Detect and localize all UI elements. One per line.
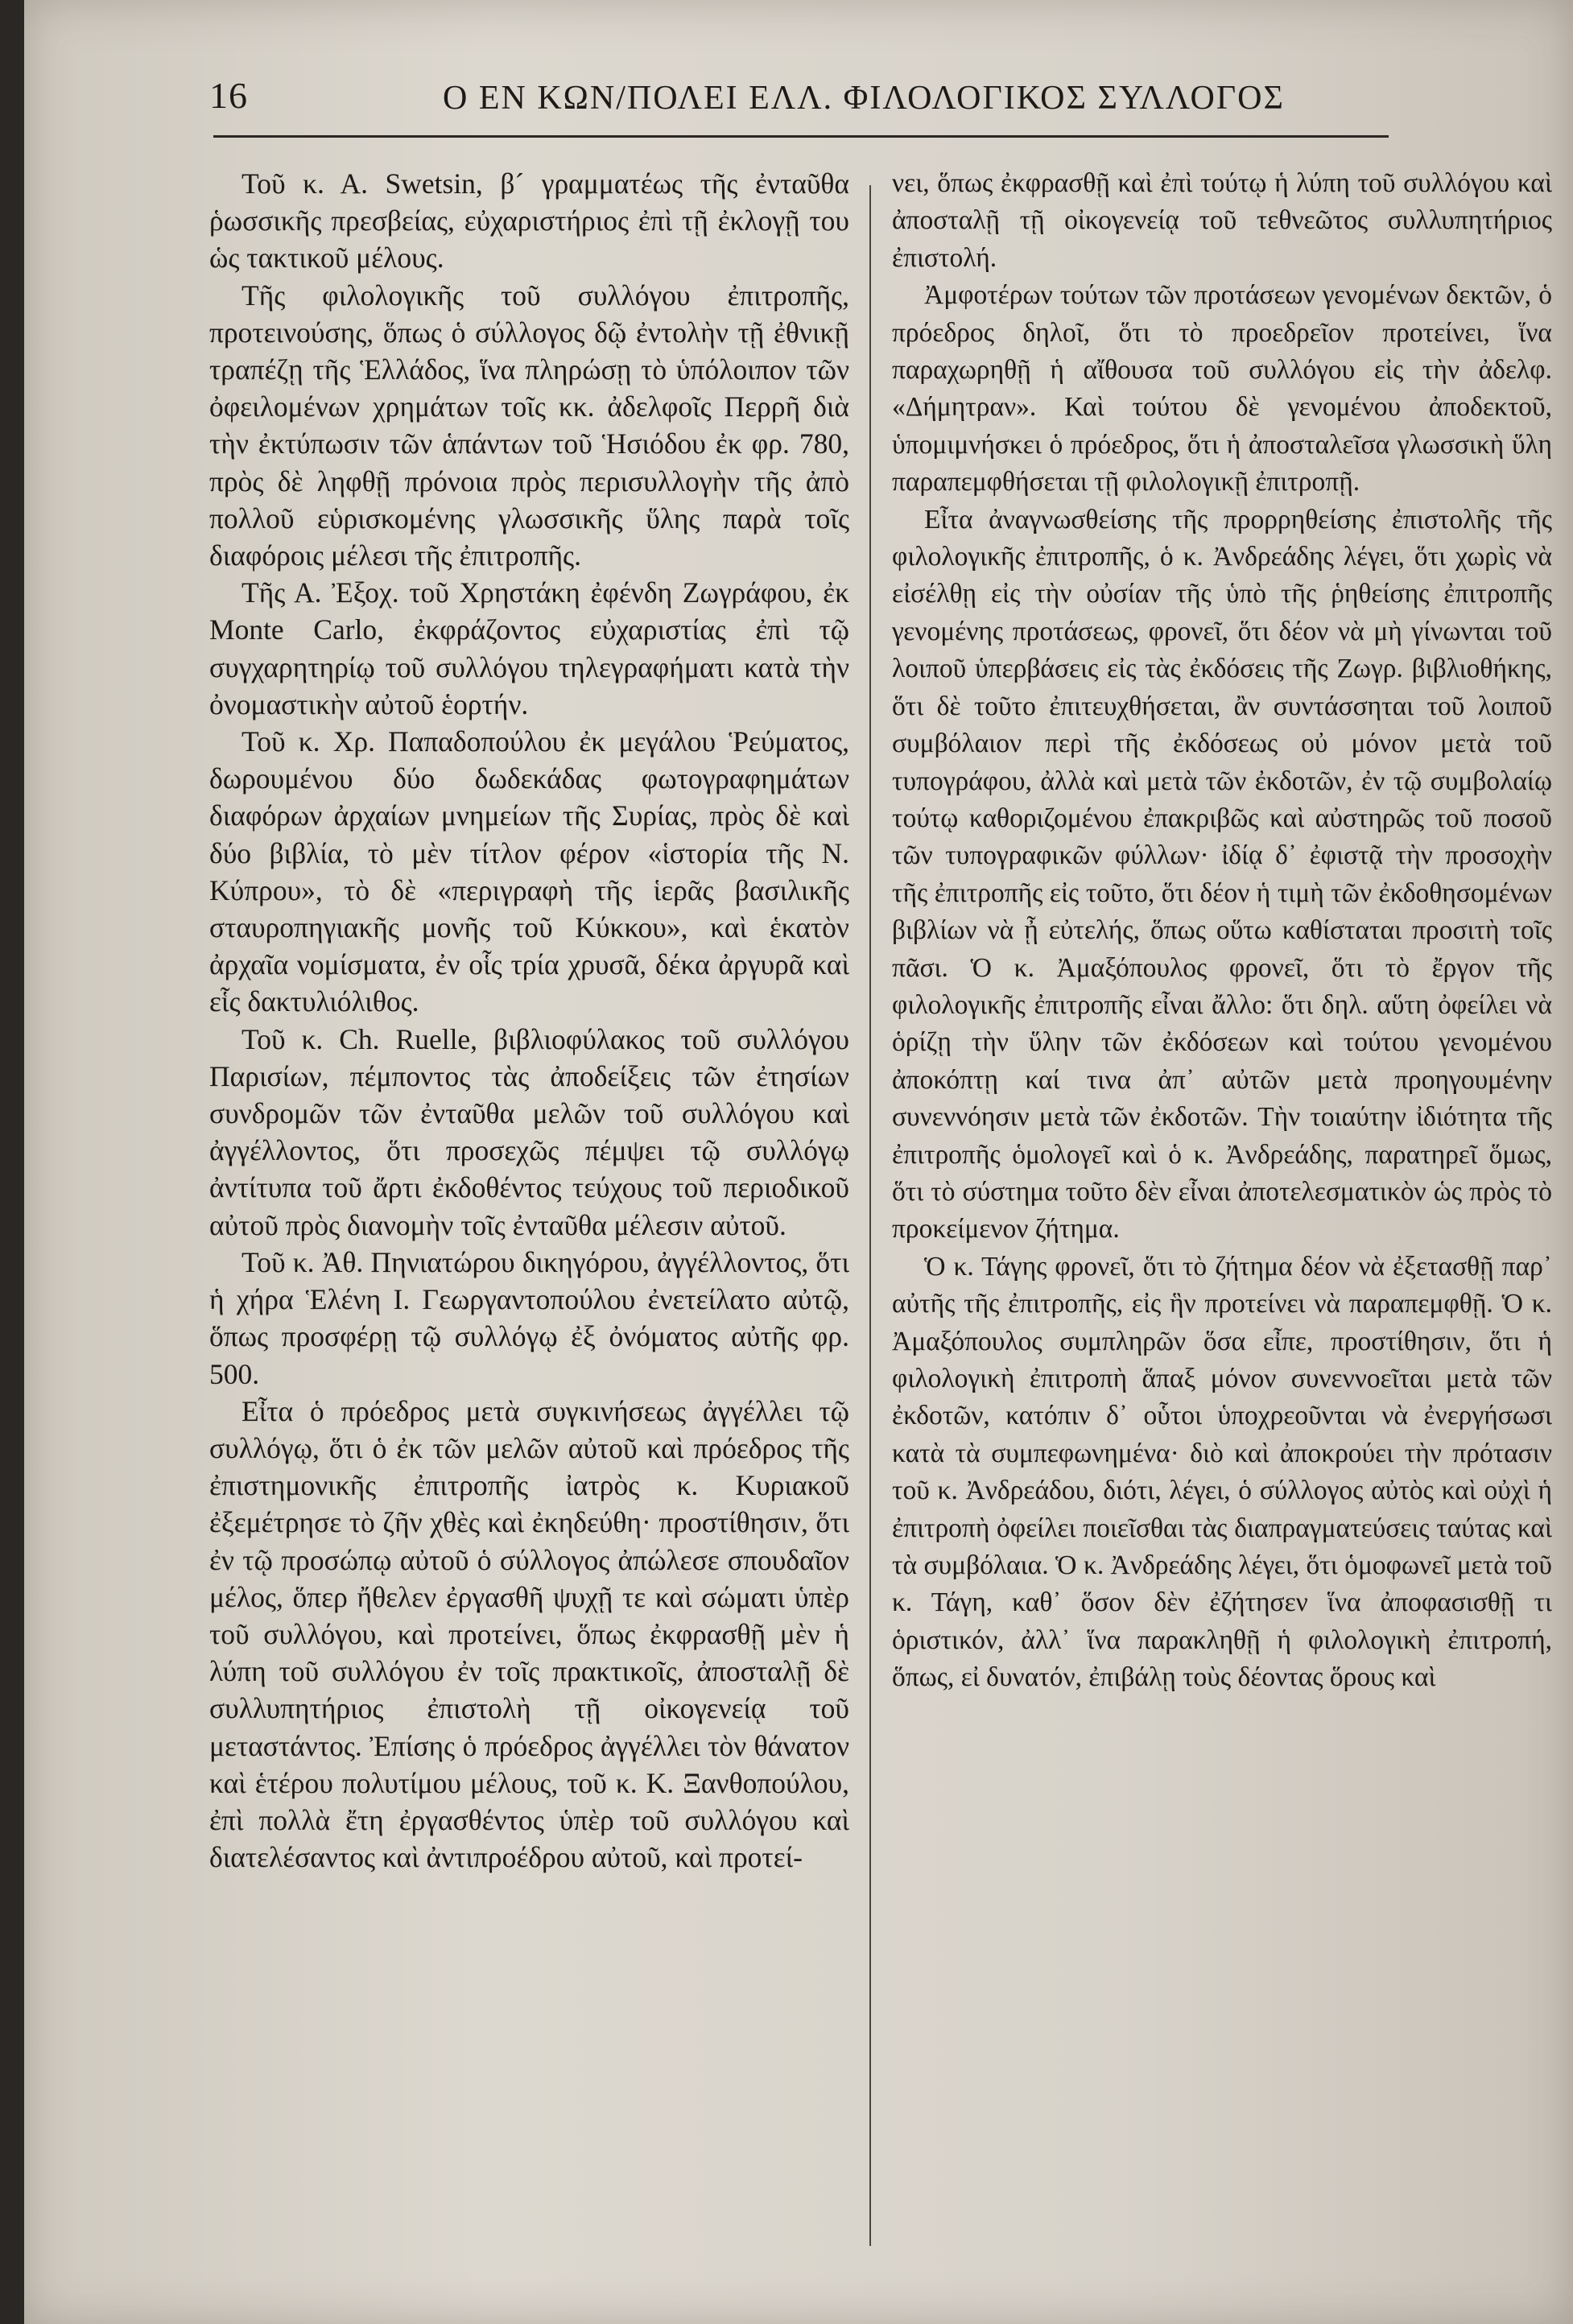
left-column (209, 165, 849, 1876)
header-rule (213, 135, 1389, 138)
paragraph: Τοῦ κ. Ch. Ruelle, βιβλιοφύλακος τοῦ συλλόγου Παρισίων, πέμποντος τὰς ἀποδείξεις τῶν ἐτησίων συνδρομῶν τῶν ἐνταῦθα μελῶν τοῦ συλλόγου καὶ ἀγγέλλοντος, ὅτι προσεχῶς πέμψει τῷ συλλόγῳ ἀντίτυπα τοῦ ἄρτι ἐκδοθέντος τεύχους τοῦ περιοδικοῦ αὐτοῦ πρὸς διανομὴν τοῖς ἐνταῦθα μέλεσιν αὐτοῦ. (209, 1022, 849, 1241)
right-column (892, 165, 1552, 1697)
column-divider (869, 185, 871, 2246)
running-title: Ο ΕΝ ΚΩΝ/ΠΟΛΕΙ ΕΛΛ. ΦΙΛΟΛΟΓΙΚΟΣ ΣΥΛΛΟΓΟΣ (443, 80, 1285, 117)
paragraph: Τοῦ κ. Α. Swetsin, β´ γραμματέως τῆς ἐνταῦθα ῥωσσικῆς πρεσβείας, εὐχαριστήριος ἐπὶ τῇ ἐκλογῇ του ὡς τακτικοῦ μέλους. (209, 167, 849, 275)
paragraph: Τῆς Α. Ἐξοχ. τοῦ Χρηστάκη ἐφένδη Ζωγράφου, ἐκ Monte Carlo, ἐκφράζοντος εὐχαριστίας ἐπὶ τῷ συγχαρητηρίῳ τοῦ συλλόγου τηλεγραφήματι κατὰ τὴν ὀνομαστικὴν αὐτοῦ ἑορτήν. (209, 576, 849, 720)
page-header (209, 74, 1385, 138)
paragraph: νει, ὅπως ἐκφρασθῇ καὶ ἐπὶ τούτῳ ἡ λύπη τοῦ συλλόγου καὶ ἀποσταλῇ τῇ οἰκογενείᾳ τοῦ τεθνεῶτος συλλυπητήριος ἐπιστολή. (892, 168, 1552, 273)
paragraph: Τοῦ κ. Ἀθ. Πηνιατώρου δικηγόρου, ἀγγέλλοντος, ὅτι ἡ χήρα Ἑλένη Ι. Γεωργαντοπούλου ἐνετείλατο αὐτῷ, ὅπως προσφέρῃ τῷ συλλόγῳ ἐξ ὀνόματος αὐτῆς φρ. 500. (209, 1245, 849, 1390)
book-page (24, 0, 1573, 2324)
page-number: 16 (209, 75, 248, 116)
paragraph: Τοῦ κ. Χρ. Παπαδοπούλου ἐκ μεγάλου Ῥεύματος, δωρουμένου δύο δωδεκάδας φωτογραφημάτων διαφόρων ἀρχαίων μνημείων τῆς Συρίας, πρὸς δὲ καὶ δύο βιβλία, τὸ μὲν τίτλον φέρον «ἱστορία τῆς Ν. Κύπρου», τὸ δὲ «περιγραφὴ τῆς ἱερᾶς βασιλικῆς σταυροπηγιακῆς μονῆς τοῦ Κύκκου», καὶ ἑκατὸν ἀρχαῖα νομίσματα, ἐν οἷς τρία χρυσᾶ, δέκα ἀργυρᾶ καὶ εἷς δακτυλιόλιθος. (209, 725, 849, 1018)
paragraph: Εἶτα ἀναγνωσθείσης τῆς προρρηθείσης ἐπιστολῆς τῆς φιλολογικῆς ἐπιτροπῆς, ὁ κ. Ἀνδρεάδης λέγει, ὅτι χωρὶς νὰ εἰσέλθῃ εἰς τὴν οὐσίαν τῆς ὑπὸ τῆς ῥηθείσης ἐπιτροπῆς γενομένης προτάσεως, φρονεῖ, ὅτι δέον νὰ μὴ γίνωνται τοῦ λοιποῦ ὑπερβάσεις εἰς τὰς ἐκδόσεις τῆς Ζωγρ. βιβλιοθήκης, ὅτι δὲ τοῦτο ἐπιτευχθήσεται, ἂν συντάσσηται τοῦ λοιποῦ συμβόλαιον περὶ τῆς ἐκδόσεως οὐ μόνον μετὰ τοῦ τυπογράφου, ἀλλὰ καὶ μετὰ τῶν ἐκδοτῶν, ἐν τῷ συμβολαίῳ τούτῳ καθοριζομένου ἐπακριβῶς καὶ αὐστηρῶς τοῦ ποσοῦ τῶν τυπογραφικῶν φύλλων· ἰδίᾳ δ᾽ ἐφιστᾷ τὴν προσοχὴν τῆς ἐπιτροπῆς εἰς τοῦτο, ὅτι δέον ἡ τιμὴ τῶν ἐκδοθησομένων βιβλίων νὰ ᾖ εὐτελής, ὅπως οὕτω καθίσταται προσιτὴ τοῖς πᾶσι. Ὁ κ. Ἀμαξόπουλος φρονεῖ, ὅτι τὸ ἔργον τῆς φιλολογικῆς ἐπιτροπῆς εἶναι ἄλλο: ὅτι δηλ. αὕτη ὀφείλει νὰ ὁρίζῃ τὴν ὕλην τῶν ἐκδόσεων καὶ τούτου γενομένου ἀποκόπτῃ καί τινα ἀπ᾽ αὐτῶν μετὰ προηγουμένην συνεννόησιν μετὰ τῶν ἐκδοτῶν. Τὴν τοιαύτην ἰδιότητα τῆς ἐπιτροπῆς ὁμολογεῖ καὶ ὁ κ. Ἀνδρεάδης, παρατηρεῖ ὅμως, ὅτι τὸ σύστημα τοῦτο δὲν εἶναι ἀποτελεσματικὸν ὡς πρὸς τὸ προκείμενον ζήτημα. (892, 504, 1552, 1245)
paragraph: Ὁ κ. Τάγης φρονεῖ, ὅτι τὸ ζήτημα δέον νὰ ἐξετασθῇ παρ᾽ αὐτῆς τῆς ἐπιτροπῆς, εἰς ἣν προτείνει νὰ παραπεμφθῇ. Ὁ κ. Ἀμαξόπουλος συμπληρῶν ὅσα εἶπε, προστίθησιν, ὅτι ἡ φιλολογικὴ ἐπιτροπὴ ἅπαξ μόνον συνεννοεῖται μετὰ τῶν ἐκδοτῶν, κατόπιν δ᾽ οὗτοι ὑποχρεοῦνται νὰ ἐνεργήσωσι κατὰ τὰ συμπεφωνημένα· διὸ καὶ ἀποκρούει τὴν πρότασιν τοῦ κ. Ἀνδρεάδου, διότι, λέγει, ὁ σύλλογος αὐτὸς καὶ οὐχὶ ἡ ἐπιτροπὴ ὀφείλει ποιεῖσθαι τὰς διαπραγματεύσεις ταύτας καὶ τὰ συμβόλαια. Ὁ κ. Ἀνδρεάδης λέγει, ὅτι ὁμοφωνεῖ μετὰ τοῦ κ. Τάγη, καθ᾽ ὅσον δὲν ἐζήτησεν ἵνα ἀποφασισθῇ τι ὁριστικόν, ἀλλ᾽ ἵνα παρακληθῇ ἡ φιλολογικὴ ἐπιτροπή, ὅπως, εἰ δυνατόν, ἐπιβάλῃ τοὺς δέοντας ὅρους καὶ (892, 1251, 1552, 1693)
paragraph: Τῆς φιλολογικῆς τοῦ συλλόγου ἐπιτροπῆς, προτεινούσης, ὅπως ὁ σύλλογος δῷ ἐντολὴν τῇ ἐθνικῇ τραπέζῃ τῆς Ἑλλάδος, ἵνα πληρώσῃ τὸ ὑπόλοιπον τῶν ὀφειλομένων χρημάτων τοῖς κκ. ἀδελφοῖς Περρῆ διὰ τὴν ἐκτύπωσιν τῶν ἁπάντων τοῦ Ἡσιόδου ἐκ φρ. 780, πρὸς δὲ ληφθῇ πρόνοια πρὸς περισυλλογὴν τῆς ἀπὸ πολλοῦ εὑρισκομένης γλωσσικῆς ὕλης παρὰ τοῖς διαφόροις μέλεσι τῆς ἐπιτροπῆς. (209, 279, 849, 572)
paragraph: Ἀμφοτέρων τούτων τῶν προτάσεων γενομένων δεκτῶν, ὁ πρόεδρος δηλοῖ, ὅτι τὸ προεδρεῖον προτείνει, ἵνα παραχωρηθῇ ἡ αἴθουσα τοῦ συλλόγου εἰς τὴν ἀδελφ. «Δήμητραν». Καὶ τούτου δὲ γενομένου ἀποδεκτοῦ, ὑπομιμνήσκει ὁ πρόεδρος, ὅτι ἡ ἀποσταλεῖσα γλωσσικὴ ὕλη παραπεμφθήσεται τῇ φιλολογικῇ ἐπιτροπῇ. (892, 280, 1552, 497)
paragraph: Εἶτα ὁ πρόεδρος μετὰ συγκινήσεως ἀγγέλλει τῷ συλλόγῳ, ὅτι ὁ ἐκ τῶν μελῶν αὐτοῦ καὶ πρόεδρος τῆς ἐπιστημονικῆς ἐπιτροπῆς ἰατρὸς κ. Κυριακοῦ ἐξεμέτρησε τὸ ζῆν χθὲς καὶ ἐκηδεύθη· προστίθησιν, ὅτι ἐν τῷ προσώπῳ αὐτοῦ ὁ σύλλογος ἀπώλεσε σπουδαῖον μέλος, ὅπερ ἤθελεν ἐργασθῆ ψυχῇ τε καὶ σώματι ὑπὲρ τοῦ συλλόγου, καὶ προτείνει, ὅπως ἐκφρασθῇ μὲν ἡ λύπη τοῦ συλλόγου ἐν τοῖς πρακτικοῖς, ἀποσταλῇ δὲ συλλυπητήριος ἐπιστολὴ τῇ οἰκογενείᾳ τοῦ μεταστάντος. Ἐπίσης ὁ πρόεδρος ἀγγέλλει τὸν θάνατον καὶ ἑτέρου πολυτίμου μέλους, τοῦ κ. Κ. Ξανθοπούλου, ἐπὶ πολλὰ ἔτη ἐργασθέντος ὑπὲρ τοῦ συλλόγου καὶ διατελέσαντος καὶ ἀντιπροέδρου αὐτοῦ, καὶ προτεί- (209, 1394, 849, 1874)
